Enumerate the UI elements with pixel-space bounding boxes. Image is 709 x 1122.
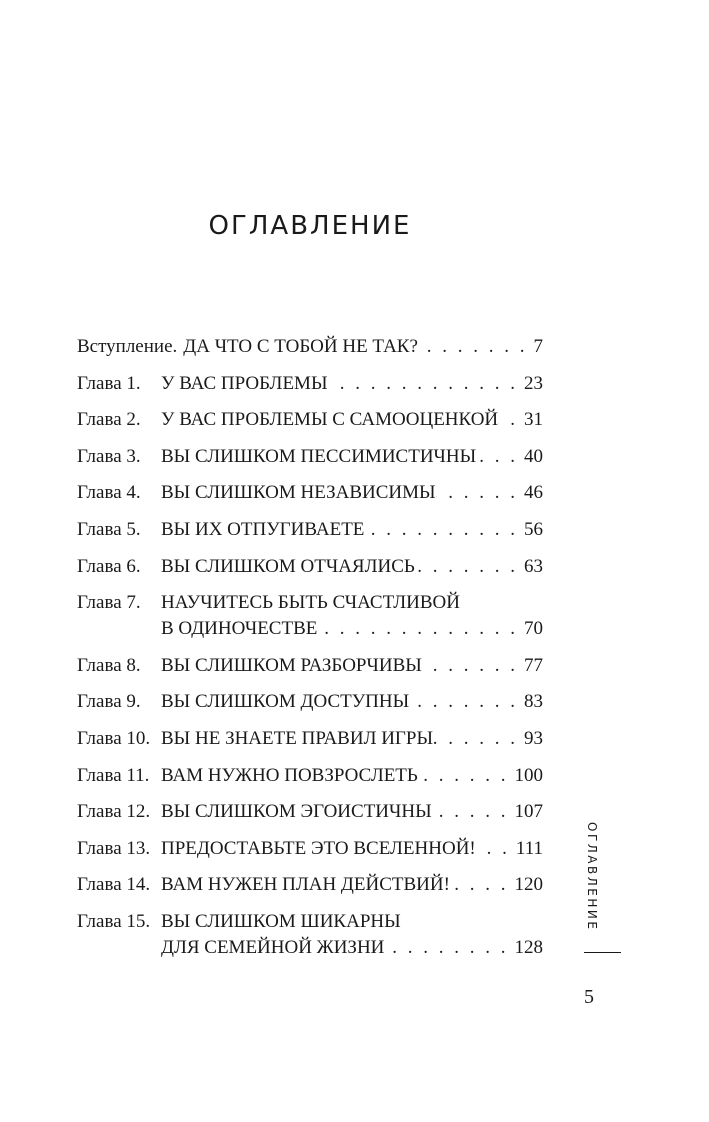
toc-entry-page: 77 [524,654,543,676]
toc-entry-page: 111 [515,837,543,859]
toc-entry-line [161,480,543,506]
toc-entry-line [161,872,543,898]
toc-entry-prefix: Глава 2. [77,409,141,431]
toc-entry-page: 40 [524,445,543,467]
dot-leader [476,836,516,862]
toc-entry-page: 46 [524,482,543,504]
toc-entry [77,726,543,752]
toc-entry [77,517,543,543]
toc-entry [77,590,543,642]
toc-entry-page: 83 [524,691,543,713]
toc-entry-prefix: Глава 14. [77,874,151,896]
toc-entry-prefix: Глава 9. [77,691,141,713]
toc-entry-title: ВЫ СЛИШКОМ ЭГОИСТИЧНЫ [161,801,432,823]
toc-entry-title: ДЛЯ СЕМЕЙНОЙ ЖИЗНИ [161,936,385,958]
toc-entry-line [161,763,543,789]
toc-entry-prefix: Глава 12. [77,801,151,823]
toc-entry-prefix: Глава 6. [77,555,141,577]
toc-entry-title: В ОДИНОЧЕСТВЕ [161,618,318,640]
toc-entry-prefix: Глава 5. [77,518,141,540]
toc-entry-line [161,407,543,433]
toc-entry-page: 63 [524,555,543,577]
toc-entry [77,554,543,580]
page-title: ОГЛАВЛЕНИЕ [208,211,412,241]
toc-entry-title: ВЫ СЛИШКОМ ПЕССИМИСТИЧНЫ [161,445,477,467]
toc-entry-line [183,334,543,360]
toc-entry-prefix: Глава 15. [77,910,151,932]
dot-leader [317,616,524,642]
table-of-contents [77,334,543,972]
toc-entry-line [161,616,543,642]
page-number: 5 [584,986,594,1008]
dot-leader [476,444,524,470]
toc-entry-page: 128 [514,936,543,958]
toc-entry-page: 56 [524,518,543,540]
toc-entry [77,689,543,715]
toc-entry [77,480,543,506]
toc-entry [77,799,543,825]
toc-entry-title: ПРЕДОСТАВЬТЕ ЭТО ВСЕЛЕННОЙ! [161,837,476,859]
toc-entry-line [161,726,543,752]
toc-entry-page: 31 [524,409,543,431]
dot-leader [433,726,524,752]
toc-entry-title: У ВАС ПРОБЛЕМЫ С САМООЦЕНКОЙ [161,409,499,431]
toc-entry [77,836,543,862]
toc-entry-title: ВЫ ИХ ОТПУГИВАЕТЕ [161,518,365,540]
dot-leader [432,799,515,825]
toc-entry-prefix: Глава 3. [77,445,141,467]
toc-entry [77,371,543,397]
toc-entry [77,444,543,470]
dot-leader [364,517,524,543]
toc-entry-prefix: Глава 7. [77,592,141,614]
toc-entry [77,334,543,360]
toc-entry-title: ВЫ СЛИШКОМ НЕЗАВИСИМЫ [161,482,436,504]
toc-entry [77,909,543,961]
toc-entry-line [161,689,543,715]
toc-entry-title: НАУЧИТЕСЬ БЫТЬ СЧАСТЛИВОЙ [161,592,460,614]
toc-entry-title: ВАМ НУЖНО ПОВЗРОСЛЕТЬ [161,764,418,786]
toc-entry-prefix: Вступление. [77,336,178,357]
dot-leader [328,371,524,397]
toc-entry-prefix: Глава 13. [77,837,151,859]
toc-entry-prefix: Глава 4. [77,482,141,504]
toc-entry-line [161,517,543,543]
dot-leader [384,935,514,961]
toc-entry-line [161,836,543,862]
toc-entry-prefix: Глава 11. [77,764,150,786]
toc-entry-title: ВЫ СЛИШКОМ ШИКАРНЫ [161,910,401,932]
toc-entry-title: ДА ЧТО С ТОБОЙ НЕ ТАК? [183,336,418,357]
toc-entry-title: ВЫ СЛИШКОМ ОТЧАЯЛИСЬ [161,555,415,577]
toc-entry-page: 100 [514,764,543,786]
toc-entry-page: 70 [524,618,543,640]
dot-leader [418,334,534,360]
toc-entry-title: ВЫ СЛИШКОМ ДОСТУПНЫ [161,691,410,713]
dot-leader [450,872,515,898]
toc-entry-title: ВАМ НУЖЕН ПЛАН ДЕЙСТВИЙ! [161,874,450,896]
running-head: ОГЛАВЛЕНИЕ [585,822,599,932]
running-head-rule [584,952,621,953]
toc-entry-line [161,799,543,825]
dot-leader [418,763,515,789]
toc-entry-line [161,554,543,580]
toc-entry [77,872,543,898]
toc-entry-prefix: Глава 8. [77,654,141,676]
toc-entry-title: У ВАС ПРОБЛЕМЫ [161,372,328,394]
toc-entry-title: ВЫ НЕ ЗНАЕТЕ ПРАВИЛ ИГРЫ [161,727,434,749]
toc-entry [77,763,543,789]
toc-entry-page: 107 [514,801,543,823]
toc-entry [77,653,543,679]
toc-entry-prefix: Глава 1. [77,372,141,394]
toc-entry-page: 23 [524,372,543,394]
toc-entry-line [161,590,543,616]
toc-entry-line [161,909,543,935]
toc-entry-line [161,935,543,961]
toc-entry-page: 7 [533,336,543,357]
toc-entry-page: 93 [524,727,543,749]
toc-entry-line [161,444,543,470]
toc-entry-page: 120 [514,874,543,896]
dot-leader [498,407,524,433]
dot-leader [422,653,524,679]
toc-entry-line [161,371,543,397]
dot-leader [436,480,524,506]
dot-leader [409,689,524,715]
toc-entry-title: ВЫ СЛИШКОМ РАЗБОРЧИВЫ [161,654,422,676]
toc-entry [77,407,543,433]
toc-entry-line [161,653,543,679]
dot-leader [415,554,524,580]
toc-entry-prefix: Глава 10. [77,727,151,749]
